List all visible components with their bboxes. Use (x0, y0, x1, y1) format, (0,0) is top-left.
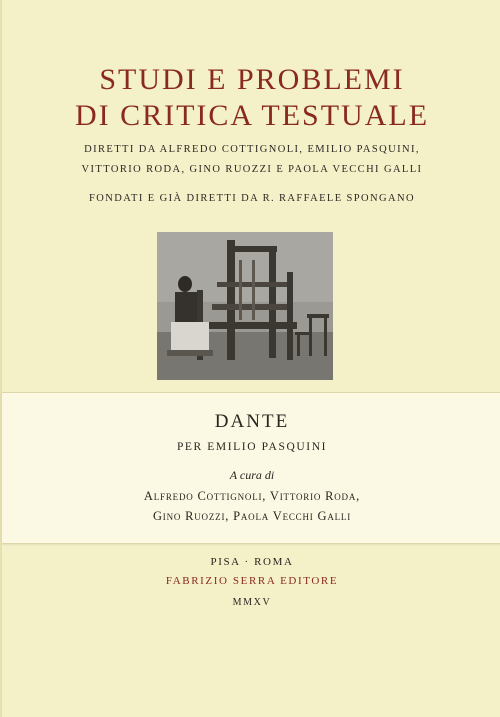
book-title: DANTE (214, 411, 290, 432)
directors-line-2: VITTORIO RODA, GINO RUOZZI E PAOLA VECCHI GALLI (81, 164, 423, 175)
editors-line-2: Gino Ruozzi, Paola Vecchi Galli (152, 509, 352, 523)
founded-line: FONDATI E GIÀ DIRETTI DA R. RAFFAELE SPONGANO (89, 193, 415, 204)
book-subtitle: PER EMILIO PASQUINI (176, 441, 328, 453)
series-title-line-1: STUDI E PROBLEMI (99, 63, 405, 96)
loom-illustration (157, 232, 333, 380)
publisher-name: FABRIZIO SERRA EDITORE (165, 575, 339, 587)
publication-year: MMXV (232, 597, 272, 608)
title-band (2, 392, 500, 544)
publisher-cities: PISA · ROMA (210, 556, 294, 568)
edited-by-label: A cura di (229, 468, 275, 482)
directors-line-1: DIRETTI DA ALFREDO COTTIGNOLI, EMILIO PASQUINI, (84, 144, 420, 155)
editors-line-1: Alfredo Cottignoli, Vittorio Roda, (143, 489, 361, 503)
loom-photograph (157, 232, 333, 380)
series-title-line-2: DI CRITICA TESTUALE (74, 99, 430, 132)
